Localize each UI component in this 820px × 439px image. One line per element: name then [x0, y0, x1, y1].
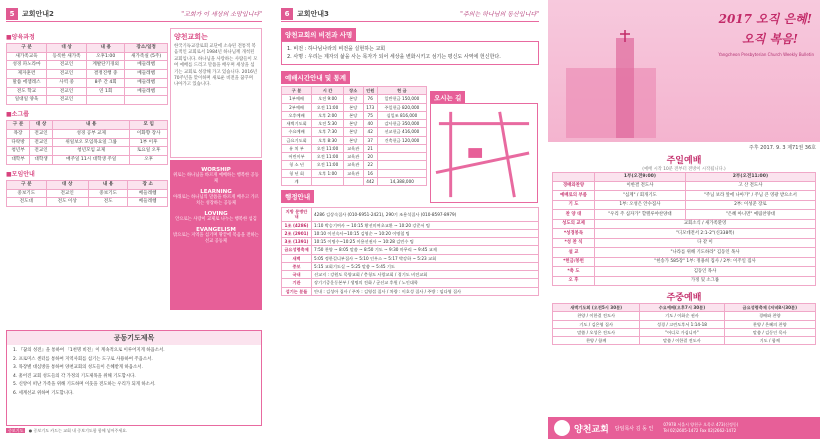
admin-value: 안내 : 김성아 집사 / 주차 : 김영섭 집사 / 차량 : 이호성 집사 / 주방 : 임다영 집사: [312, 287, 539, 295]
admin-value: 4286 김상숙집사 (010-6951-2421), 290기 조용석집사 (010-8597-8979): [312, 208, 539, 222]
admin-row: [282, 279, 539, 287]
table-row: [7, 70, 168, 79]
sunday-worship-title: 주일예배: [666, 156, 702, 166]
table-cell: 새벽기도회: [282, 120, 312, 128]
table-cell: 결정진행 중: [87, 70, 125, 79]
page-title: 교회안내2: [22, 9, 54, 18]
worship-item-label: 설 교: [553, 248, 595, 258]
worship-row: [553, 219, 816, 229]
table-cell: 청년부: [7, 147, 30, 156]
table-cell: 위일보오 모임목요일 그룹: [53, 138, 130, 147]
column-header: 구 분: [7, 121, 30, 130]
worship-row: [553, 229, 816, 239]
table-cell: 본당: [343, 128, 363, 136]
table-cell: 새가족교육: [7, 52, 47, 61]
table-row: [282, 136, 427, 144]
church-name: 양천교회: [574, 424, 609, 435]
table-cell: 주일헌금 820,000: [377, 103, 426, 111]
column-header: 대 상: [47, 44, 87, 53]
vision-item-text: 아래로는 하나님의 말씀을 바르게 배우고 가르치는 성장하는 공동체: [173, 195, 259, 207]
admin-value: 7:50 찬양 ~ 8:05 말씀 ~ 8:50 기도 ~ 9:30 마무리 ~ 9:45 교제: [312, 246, 539, 254]
column-header: 인원: [363, 87, 377, 95]
table-cell: 오후 8:30: [312, 136, 344, 144]
admin-label: 중보: [282, 262, 312, 270]
table-cell: 말씀 / 오성은 전도사: [553, 328, 640, 336]
table-cell: 청 년 회: [282, 169, 312, 177]
table-cell: 십일조 816,000: [377, 111, 426, 119]
table-cell: 기도 / 이화순 권사: [640, 312, 724, 320]
vision-item-text: 밖으로는 지역을 섬기며 땅끝에 복음을 전하는 선교 공동체: [173, 233, 259, 245]
admin-value: 10:15 이명수~10:25 이용선권사 ~ 10:28 김민수 팀: [312, 238, 539, 246]
worship-row: [553, 191, 816, 201]
table-cell: 기도 / 김은영 집사: [553, 320, 640, 328]
vision-item-title: EVANGELISM: [196, 227, 236, 234]
worship-item-label: 성도의 교제: [553, 219, 595, 229]
section-education-title: ■양육과정: [6, 34, 35, 41]
church-building-illustration: [556, 28, 666, 138]
table-row: [7, 156, 168, 165]
admin-row: [282, 254, 539, 262]
worship-item-label: 오 후: [553, 276, 595, 286]
table-cell: 교육관: [343, 144, 363, 152]
table-row: [7, 189, 168, 198]
prayer-item: 6. 세계선교 위하여 기도합니다.: [13, 391, 74, 397]
column-header: 구 분: [7, 180, 47, 189]
table-cell: 전교인: [47, 61, 87, 70]
table-cell: 전도 학교: [7, 87, 47, 96]
admin-row: [282, 246, 539, 254]
admin-value: 장기기증운동본부 / 생명의 전화 / 군선교 후원 / 노인대학: [312, 279, 539, 287]
worship-item-label: *성 찬 식: [553, 238, 595, 248]
table-cell: 새가족실 (5주): [125, 52, 168, 61]
table-cell: 173: [363, 103, 377, 111]
prayer-item: 4. 흩어진 교회 성도들의 각 가정의 기도제목을 위해 기도합시다.: [13, 373, 136, 379]
table-cell: 선교헌금 416,000: [377, 128, 426, 136]
table-row: [282, 169, 427, 177]
worship-item-value: "십계" / 회개기도: [595, 191, 686, 201]
table-row: [553, 320, 816, 328]
worship-item-value: 고 산 전도사: [685, 181, 815, 191]
table-row: [282, 103, 427, 111]
table-cell: 경배와 찬양: [724, 312, 815, 320]
vision-line: 2. 사명 : 우리는 제자의 삶을 사는 목자가 되어 세상을 변화시키고 섬기는 평신도 사역에 헌신한다.: [287, 54, 501, 60]
table-cell: 건축헌금 120,000: [377, 136, 426, 144]
table-cell: 말씀 / 김동인 목사: [724, 328, 815, 336]
admin-row: [282, 271, 539, 279]
table-cell: [377, 161, 426, 169]
vision-item-text: 안으로는 사랑이 교제로 나누는 행복한 섬김: [175, 217, 257, 223]
table-cell: 오전 5:30: [312, 120, 344, 128]
admin-value: 1:10 박승기여사 ~ 10:15 황선미여초교환 ~ 10:20 강준서 팀: [312, 221, 539, 229]
table-cell: 등록한 새가족: [47, 52, 87, 61]
table-cell: 교육관: [343, 153, 363, 161]
table-cell: 대학부: [7, 156, 30, 165]
admin-title: 행정안내: [281, 190, 314, 203]
column-header: 대 상: [46, 180, 88, 189]
table-cell: 감사헌금 350,000: [377, 120, 426, 128]
admin-label: 금요성령축제: [282, 246, 312, 254]
table-cell: [377, 169, 426, 177]
cover-page: [548, 0, 820, 439]
table-cell: 76: [363, 95, 377, 103]
admin-value: 5:15 교회기도실 ~ 5:25 말씀 ~ 5:45 기도: [312, 262, 539, 270]
worship-item-label: 예배로의 부름: [553, 191, 595, 201]
table-row: [7, 61, 168, 70]
vision-item-title: WORSHIP: [201, 167, 231, 173]
table-cell: 금요기도회: [282, 136, 312, 144]
table-row: [282, 120, 427, 128]
table-cell: 오후: [130, 156, 168, 165]
education-table: [6, 43, 168, 105]
table-cell: 전도대: [7, 198, 47, 207]
admin-row: [282, 238, 539, 246]
table-cell: 베들레헴: [125, 87, 168, 96]
table-cell: [312, 177, 344, 185]
table-cell: 오전 11:00: [312, 153, 344, 161]
table-cell: 전교인: [30, 147, 53, 156]
table-cell: 오후1:00: [87, 52, 125, 61]
admin-label: 1조 (4286): [282, 221, 312, 229]
table-cell: 40: [363, 120, 377, 128]
worship-item-value: "우리 주 십자가" 할렐루야찬양대: [595, 210, 686, 220]
worship-item-value: 다 같 이: [595, 238, 816, 248]
admin-row: [282, 262, 539, 270]
admin-row: [282, 208, 539, 222]
table-cell: 대학생: [30, 156, 53, 165]
table-row: [282, 161, 427, 169]
table-cell: 베들레헴: [125, 61, 168, 70]
table-cell: 이화향 장사: [130, 129, 168, 138]
vision-text: [281, 41, 539, 65]
admin-label: 3조 (1391): [282, 238, 312, 246]
worship-item-value: 2부: 이성준 장로: [685, 200, 815, 210]
admin-table: [281, 207, 539, 296]
table-cell: 수요예배: [282, 128, 312, 136]
pastor-name: 담임목사 김 동 인: [614, 425, 654, 432]
worship-item-label: *성경봉독: [553, 229, 595, 239]
table-cell: 계발단기경외: [87, 61, 125, 70]
worship-row: [553, 210, 816, 220]
table-cell: 청 소 년: [282, 161, 312, 169]
admin-row: [282, 229, 539, 237]
section-smallgroup-title: ■소그룹: [6, 111, 30, 119]
cover-theme-line1: 2017 오직 은혜!: [718, 12, 812, 26]
table-cell: 말씀 에젬레스: [7, 78, 47, 87]
table-cell: 성경 / 고린도후서 1:14-18: [640, 320, 724, 328]
table-cell: 전도: [88, 198, 128, 207]
table-cell: 토요일 오후: [130, 147, 168, 156]
footnote-text: ● 중보기도 카드는 교회 내 중보기도함 함에 넣어주세요.: [28, 428, 128, 433]
table-cell: 전교인: [46, 189, 88, 198]
table-cell: 오전 11:00: [312, 144, 344, 152]
table-cell: 베들레헴: [125, 78, 168, 87]
table-cell: [87, 96, 125, 105]
table-cell: 베들레헴: [128, 189, 168, 198]
table-row: [7, 96, 168, 105]
table-cell: 사역 중: [47, 78, 87, 87]
column-header: 구 분: [282, 87, 312, 95]
table-cell: 기도 / 함께: [724, 337, 815, 345]
table-cell: 중보기도: [88, 189, 128, 198]
stats-table: [281, 86, 427, 186]
sunday-worship-table: [552, 172, 816, 286]
service-2-header: 2부(오전11:00): [685, 173, 815, 182]
table-cell: 베들레헴: [125, 70, 168, 79]
table-cell: 교육관: [343, 161, 363, 169]
table-cell: 어린이부: [282, 153, 312, 161]
page-slogan: "주의는 하나님의 동산입니다": [460, 11, 539, 18]
table-row: [7, 138, 168, 147]
table-cell: [377, 153, 426, 161]
table-cell: [125, 96, 168, 105]
church-intro-title: 양천교회는: [174, 33, 208, 41]
page-header: [6, 6, 262, 22]
table-cell: 제자훈련: [7, 70, 47, 79]
table-cell: 오전 11:00: [312, 161, 344, 169]
table-row: [282, 128, 427, 136]
admin-row: [282, 287, 539, 295]
column-header: 새벽기도회 (오전5시 30분): [553, 304, 640, 312]
table-cell: 중보기도: [7, 189, 47, 198]
table-row: [282, 111, 427, 119]
column-header: 내 용: [87, 44, 125, 53]
church-footer: [548, 417, 820, 439]
table-cell: [377, 144, 426, 152]
table-cell: 일반헌금 150,000: [377, 95, 426, 103]
column-header: 장 소: [128, 180, 168, 189]
page-slogan: "교회가 이 세상의 소망입니다": [181, 11, 262, 18]
table-cell: 37: [363, 136, 377, 144]
table-cell: 본당: [343, 111, 363, 119]
worship-item-value: 1부: 오성은 안수집사: [595, 200, 686, 210]
table-cell: 연 1회: [87, 87, 125, 96]
table-cell: 전교인: [47, 96, 87, 105]
table-row: [7, 78, 168, 87]
table-cell: 14,388,000: [377, 177, 426, 185]
worship-row: [553, 267, 816, 277]
church-address: 07978 서울시 양천구 오목로 473(신정동) Tel 02)2605-1472 Fax 02)2662-1472: [663, 422, 739, 433]
table-cell: 교육관: [343, 169, 363, 177]
table-row: [553, 337, 816, 345]
column-header: 내 용: [53, 121, 130, 130]
church-logo-icon: [554, 420, 570, 436]
column-header: 헌 금: [377, 87, 426, 95]
table-cell: 청년모임 교제: [53, 147, 130, 156]
table-cell: 20: [363, 153, 377, 161]
vision-box: [170, 160, 262, 310]
table-cell: 본당: [343, 136, 363, 144]
info-column: [6, 28, 168, 207]
table-row: [7, 147, 168, 156]
page-5: [0, 0, 268, 439]
vision-title: 양천교회의 비전과 사명: [281, 28, 356, 41]
worship-item-value: 교회소식 / 새가족환영: [595, 219, 816, 229]
weekday-worship-title: 주중예배: [666, 293, 702, 304]
meeting-table: [6, 180, 168, 207]
table-cell: 442: [363, 177, 377, 185]
church-intro-text: 한국기독교장로회 교단에 소속된 전통적 복음적인 교회로서 1984년 하나님께 개척된 교회입니다. 하나님을 사랑하는 사람들이 모여 예배를 드리고 말씀을 배우며 세상을 섬기는 교회로 성장해 가고 있습니다. 2016년 70주년을 맞이하며 새로운 비전을 꿈꾸며 나아가고 있습니다.: [174, 44, 258, 88]
table-cell: 16: [363, 169, 377, 177]
table-cell: 다락방: [7, 138, 30, 147]
page-header: [281, 6, 539, 22]
page-number: 6: [281, 8, 293, 20]
table-cell: 전교인: [47, 87, 87, 96]
table-cell: 1부 이후: [130, 138, 168, 147]
table-cell: 목장: [7, 129, 30, 138]
worship-item-label: *축 도: [553, 267, 595, 277]
column-header: 대 상: [30, 121, 53, 130]
worship-item-value: "은혜 아니면" 예림찬양대: [685, 210, 815, 220]
page-title: 교회안내3: [297, 9, 329, 18]
prayer-item: 3. 목장별 대심방을 통하여 양천교회의 성도들이 은혜받게 하옵소서.: [13, 365, 143, 371]
prayer-title: 공동기도제목: [7, 331, 261, 345]
table-cell: 본당: [343, 95, 363, 103]
column-header: 장소/일정: [125, 44, 168, 53]
worship-item-label: 찬 양 대: [553, 210, 595, 220]
table-row: [7, 87, 168, 96]
worship-row: [553, 200, 816, 210]
table-cell: 찬양 / 함께: [553, 337, 640, 345]
church-intro-box: [170, 28, 262, 158]
column-header: 금요성령축제 (저녁8시30분): [724, 304, 815, 312]
admin-value: 선교지 : 강원도 목양교회 / 충청도 사랑교회 / 경기도 비전교회: [312, 271, 539, 279]
table-row: [282, 153, 427, 161]
table-cell: 본당: [343, 120, 363, 128]
cover-banner: [548, 0, 820, 142]
admin-value: 10:10 이선숙사~10:15 김영순 ~ 10:20 이명철 팀: [312, 229, 539, 237]
sunday-worship-note: (예배 시작 10분 전부터 전방이 시작됩니다.): [642, 167, 726, 172]
admin-row: [282, 221, 539, 229]
table-cell: 오후 7:30: [312, 128, 344, 136]
service-1-header: 1부(오전9:00): [595, 173, 686, 182]
prayer-box: [6, 330, 262, 426]
table-cell: 계: [282, 177, 312, 185]
column-header: 구 분: [7, 44, 47, 53]
worship-item-label: 경배와찬양: [553, 181, 595, 191]
column-header: 장소: [343, 87, 363, 95]
table-cell: "어디로 가십니까": [640, 328, 724, 336]
worship-row: [553, 257, 816, 267]
table-cell: 전교인: [30, 138, 53, 147]
admin-label: 국내: [282, 271, 312, 279]
weekday-worship-table: [552, 303, 816, 345]
table-row: [553, 312, 816, 320]
worship-row: [553, 276, 816, 286]
table-cell: 오후 2:00: [312, 111, 344, 119]
table-cell: 전교인: [30, 129, 53, 138]
table-cell: 매주일 11시 대학생 주일: [53, 156, 130, 165]
column-header: 시 간: [312, 87, 344, 95]
worship-item-value: 가정 및 소그룹: [595, 276, 816, 286]
table-cell: 오후 1:00: [312, 169, 344, 177]
table-cell: 베들레헴: [128, 198, 168, 207]
table-cell: 8주 간 4회: [87, 78, 125, 87]
vision-line: 1. 비전 : 하나님나라의 비전을 실현하는 교회: [287, 46, 386, 52]
table-cell: 본당: [343, 103, 363, 111]
table-cell: 일대일 양육: [7, 96, 47, 105]
table-row: [7, 129, 168, 138]
worship-item-value: "주님 보라 앞에 나아가" / 주님 큰 영광 받으소서: [685, 191, 815, 201]
directions-map: [430, 103, 538, 203]
table-row: [7, 198, 168, 207]
prayer-item: 1. 『꿈의 성전』을 통하여 「1천명 비전」이 계속적으로 이루어지게 하옵소서.: [13, 348, 165, 353]
table-cell: 찬양 / 이한결 전도사: [553, 312, 640, 320]
smallgroup-table: [6, 120, 168, 165]
column-header: 내 용: [88, 180, 128, 189]
table-cell: 42: [363, 128, 377, 136]
table-cell: 전교인: [47, 70, 87, 79]
table-cell: 찬양 / 은혜의 찬양: [724, 320, 815, 328]
table-cell: 2부예배: [282, 103, 312, 111]
footnote-tag: 중보기도: [8, 428, 24, 433]
table-cell: 22: [363, 161, 377, 169]
table-cell: 오전 9:00: [312, 95, 344, 103]
table-cell: 오후예배: [282, 111, 312, 119]
admin-label: 새벽: [282, 254, 312, 262]
section-meeting-title: ■모임안내: [6, 170, 35, 178]
admin-label: 지방 문병안내: [282, 208, 312, 222]
vision-item-title: LOVING: [204, 211, 228, 218]
table-cell: 21: [363, 144, 377, 152]
table-row: [7, 52, 168, 61]
vision-item-title: LEARNING: [200, 189, 232, 196]
worship-item-value: "나라를 위해 기도하라" 김동인 목사: [595, 248, 816, 258]
table-cell: 성경 공부 교제: [53, 129, 130, 138]
cover-theme-line2: 오직 복음!: [742, 32, 798, 46]
column-header: 모 임: [130, 121, 168, 130]
map-title: 오시는 길: [430, 91, 465, 104]
admin-value: 5:05 정한길니부집사 ~ 5:10 인우스 ~ 5:17 박강하 ~ 5:23 교회: [312, 254, 539, 262]
table-row: [553, 328, 816, 336]
table-cell: 전도 이상: [46, 198, 88, 207]
footnote: [6, 428, 127, 434]
admin-label: 2조 (2901): [282, 229, 312, 237]
table-cell: 성경 파노라마: [7, 61, 47, 70]
admin-label: 기관: [282, 279, 312, 287]
cover-subtitle: Yangcheon Presbyterian Church Weekly Bulletin: [718, 52, 814, 57]
table-cell: 1부예배: [282, 95, 312, 103]
worship-item-label: 기 도: [553, 200, 595, 210]
table-row: [282, 144, 427, 152]
table-row: [282, 177, 427, 185]
table-cell: [343, 177, 363, 185]
worship-item-label: *헌금/봉헌: [553, 257, 595, 267]
page-6: [275, 0, 545, 439]
worship-row: [553, 248, 816, 258]
column-header: 수요예배(오후7시 30분): [640, 304, 724, 312]
worship-item-value: 김동인 목사: [595, 267, 816, 277]
table-row: [282, 95, 427, 103]
table-cell: 말씀 / 이한결 전도사: [640, 337, 724, 345]
table-cell: 75: [363, 111, 377, 119]
stats-title: 예배시간안내 및 통계: [281, 71, 350, 84]
table-cell: 유 치 부: [282, 144, 312, 152]
worship-row: [553, 238, 816, 248]
worship-row: [553, 181, 816, 191]
worship-item-value: "헌송가 585장" 1부: 정용희 집사 / 2부: 이주일 집사: [595, 257, 816, 267]
issue-date: 주후 2017. 9. 3 제71권 36호: [748, 145, 816, 151]
worship-item-value: "디모데전서 2:1-2"(신338쪽): [595, 229, 816, 239]
admin-label: 섬기는 분들: [282, 287, 312, 295]
prayer-item: 2. 프로미스 센터를 통하여 지역사회를 섬기는 도구로 사용하여 주옵소서.: [13, 356, 153, 362]
page-number: 5: [6, 8, 18, 20]
table-cell: 오전 11:00: [312, 103, 344, 111]
worship-item-value: 이한결 전도사: [595, 181, 686, 191]
prayer-item: 5. 신앙이 떠난 가족을 위해 기도하며 이웃을 전도하는 우리가 되게 하소서.: [13, 382, 156, 388]
vision-item-text: 위로는 하나님을 바르게 예배하는 행복한 공동체: [173, 173, 259, 185]
